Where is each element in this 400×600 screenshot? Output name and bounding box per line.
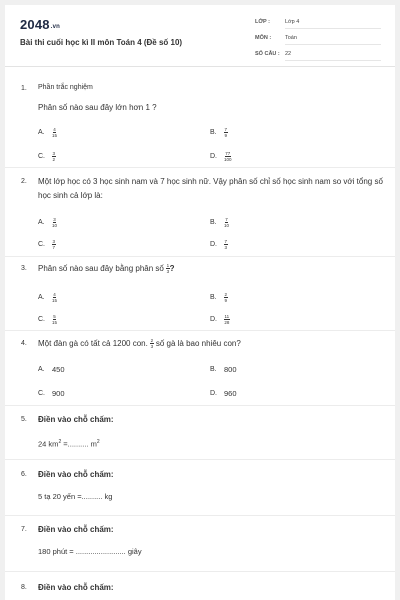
question-text: Điền vào chỗ chấm: [38, 415, 114, 424]
divider [5, 256, 395, 257]
question-text: Điền vào chỗ chấm: [38, 470, 114, 479]
divider [5, 515, 395, 516]
question-text: Điền vào chỗ chấm: [38, 525, 114, 534]
divider [5, 459, 395, 460]
divider [5, 167, 395, 168]
option-c[interactable]: C. $\frac{3}{7}$ [38, 239, 56, 250]
exam-title: Bài thi cuối học kì II môn Toán 4 (Đề số 10) [20, 38, 183, 47]
option-c[interactable]: C. $\frac{3}{2}$ [38, 151, 56, 162]
option-a[interactable]: A. $\frac{3}{10}$ [38, 217, 58, 228]
option-d[interactable]: D. $\frac{7}{3}$ [210, 239, 228, 250]
option-c[interactable]: C. $\frac{5}{15}$ [38, 314, 58, 325]
question-text: Một lớp học có 3 học sinh nam và 7 học sinh nữ. Vậy phân số chỉ số học sinh nam so với tổng số học sinh cả lớp là: [38, 177, 383, 200]
divider [5, 571, 395, 572]
fill-blank-line[interactable]: 24 $km^2$ =.......... $m^2$ [38, 439, 100, 449]
option-a[interactable]: A. $\frac{4}{15}$ [38, 292, 58, 303]
section-label: Phần trắc nghiệm [38, 84, 93, 91]
option-d[interactable]: D. 960 [210, 389, 237, 398]
option-c[interactable]: C. 900 [38, 389, 65, 398]
divider [5, 405, 395, 406]
question-text: Phân số nào sau đây bằng phân số $\frac{1}{3}$ ? [38, 263, 175, 275]
site-logo[interactable]: 2048.vn [20, 17, 61, 32]
option-b[interactable]: B. $\frac{7}{10}$ [210, 217, 230, 228]
exam-header: 2048.vn Bài thi cuối học kì II môn Toán 4 (Đề số 10) LỚP : Lớp 4 MÔN : Toán SỐ CÂU : 22 [5, 5, 395, 67]
exam-page: 2048.vn Bài thi cuối học kì II môn Toán 4 (Đề số 10) LỚP : Lớp 4 MÔN : Toán SỐ CÂU : 22 1. Phần trắc nghiệm Phân số nào sau đây lớn hơn 1 ? A. $\frac{4}{15}$ B. $\frac{7}{9}$ C. $\frac{3}{2}$ D. $\frac{77}{100}$ 2. Một lớp học có 3 học sinh nam và 7 học sinh nữ. Vậy phân số chỉ số học sinh nam so với tổng số học sinh cả lớp là: A. $\frac{3}{10}$ B. $\frac{7}{10}$ C. $\frac{3}{7}$ D. $\frac{7}{3}$ 3. Phân số nào sau đây bằng phân số $\frac{1}{3}$ ? A. $\frac{4}{15}$ B. $\frac{2}{9}$ C. $\frac{5}{15}$ D. $\frac{11}{28}$ 4. Một đàn gà có tất cả 1200 con. $\frac{2}{3}$ số gà là bao nhiêu con? A. 450 B. 800 C. 900 D. 960 5. Điền vào chỗ chấm: 24 $km^2$ =.......... $m^2$ 6. Điền vào chỗ chấm: 5 tạ 20 yến =.......... kg 7. Điền vào chỗ chấm: 180 phút = ........................ giây 8. Điền vào chỗ chấm: [5, 5, 395, 600]
option-d[interactable]: D. $\frac{77}{100}$ [210, 151, 232, 162]
option-d[interactable]: D. $\frac{11}{28}$ [210, 314, 230, 325]
option-b[interactable]: B. $\frac{2}{9}$ [210, 292, 228, 303]
fill-blank-line[interactable]: 180 phút = ........................ giây [38, 547, 142, 556]
divider [5, 330, 395, 331]
question-text: Điền vào chỗ chấm: [38, 583, 114, 592]
option-b[interactable]: B. $\frac{7}{9}$ [210, 127, 228, 138]
option-a[interactable]: A. $\frac{4}{15}$ [38, 127, 58, 138]
question-text: Phân số nào sau đây lớn hơn 1 ? [38, 103, 157, 112]
fill-blank-line[interactable]: 5 tạ 20 yến =.......... kg [38, 492, 113, 501]
question-text: Một đàn gà có tất cả 1200 con. $\frac{2}{3}$ số gà là bao nhiêu con? [38, 338, 241, 350]
option-a[interactable]: A. 450 [38, 365, 65, 374]
option-b[interactable]: B. 800 [210, 365, 237, 374]
